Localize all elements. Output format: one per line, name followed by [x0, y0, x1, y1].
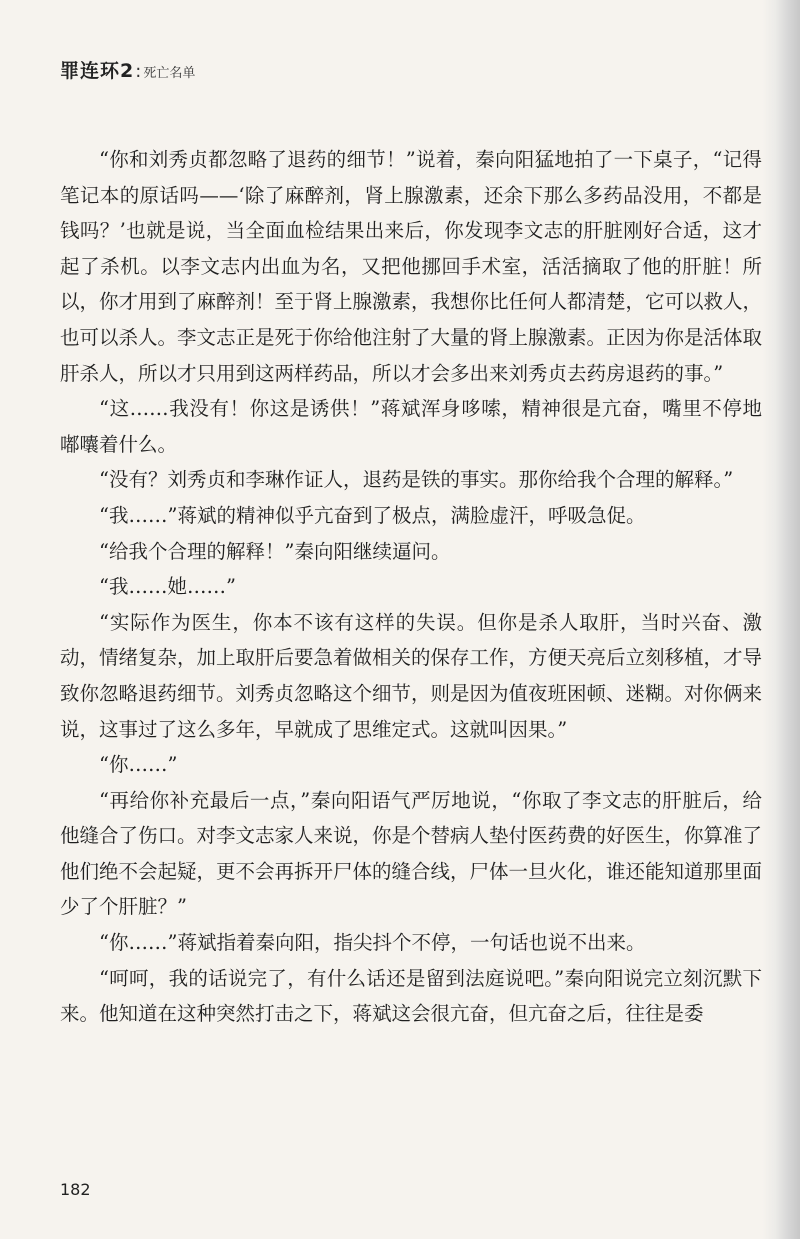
paragraph: “我……她……” [99, 575, 236, 599]
book-subtitle: 死亡名单 [143, 66, 196, 81]
paragraph: “你……” [99, 753, 178, 777]
paragraph: “你……”蒋斌指着秦向阳，指尖抖个不停，一句话也说不出来。 [99, 931, 646, 955]
header-separator: : [135, 61, 142, 82]
paragraph: “呵呵，我的话说完了，有什么话还是留到法庭说吧。”秦向阳说完立刻沉默下来。他知道在这种突然打击之下，蒋斌这会很亢奋，但亢奋之后，往往是委 [60, 966, 762, 1026]
paragraph: “再给你补充最后一点，”秦向阳语气严厉地说，“你取了李文志的肝脏后，给他缝合了伤口。对李文志家人来说，你是个替病人垫付医药费的好医生，你算准了他们绝不会起疑，更不会再拆开尸体的缝合线，尸体一旦火化，谁还能知道那里面少了个肝脏？” [60, 788, 763, 919]
paragraph: “实际作为医生，你本不该有这样的失误。但你是杀人取肝，当时兴奋、激动，情绪复杂，加上取肝后要急着做相关的保存工作，方便天亮后立刻移植，才导致你忽略退药细节。刘秀贞忽略这个细节，则是因为值夜班困顿、迷糊。对你俩来说，这事过了这么多年，早就成了思维定式。这就叫因果。” [60, 610, 763, 741]
paragraph: “这……我没有！你这是诱供！”蒋斌浑身哆嗦，精神很是亢奋，嘴里不停地嘟囔着什么。 [60, 397, 762, 456]
book-spine-shadow [762, 0, 800, 1239]
page-number: 182 [60, 1180, 91, 1199]
paragraph: “我……”蒋斌的精神似乎亢奋到了极点，满脸虚汗，呼吸急促。 [99, 503, 646, 527]
page-body-text [60, 142, 762, 1032]
running-header [60, 56, 195, 83]
series-title: 罪连环2 [60, 60, 135, 82]
paragraph: “没有？刘秀贞和李琳作证人，退药是铁的事实。那你给我个合理的解释。” [99, 468, 734, 492]
paragraph: “你和刘秀贞都忽略了退药的细节！”说着，秦向阳猛地拍了一下桌子，“记得笔记本的原话吗——‘除了麻醉剂，肾上腺激素，还余下那么多药品没用，不都是钱吗？’也就是说，当全面血检结果出来后，你发现李文志的肝脏刚好合适，这才起了杀机。以李文志内出血为名，又把他挪回手术室，活活摘取了他的肝脏！所以，你才用到了麻醉剂！至于肾上腺激素，我想你比任何人都清楚，它可以救人，也可以杀人。李文志正是死于你给他注射了大量的肾上腺激素。正因为你是活体取肝杀人，所以才只用到这两样药品，所以才会多出来刘秀贞去药房退药的事。” [60, 148, 763, 385]
paragraph: “给我个合理的解释！”秦向阳继续逼问。 [99, 539, 451, 563]
